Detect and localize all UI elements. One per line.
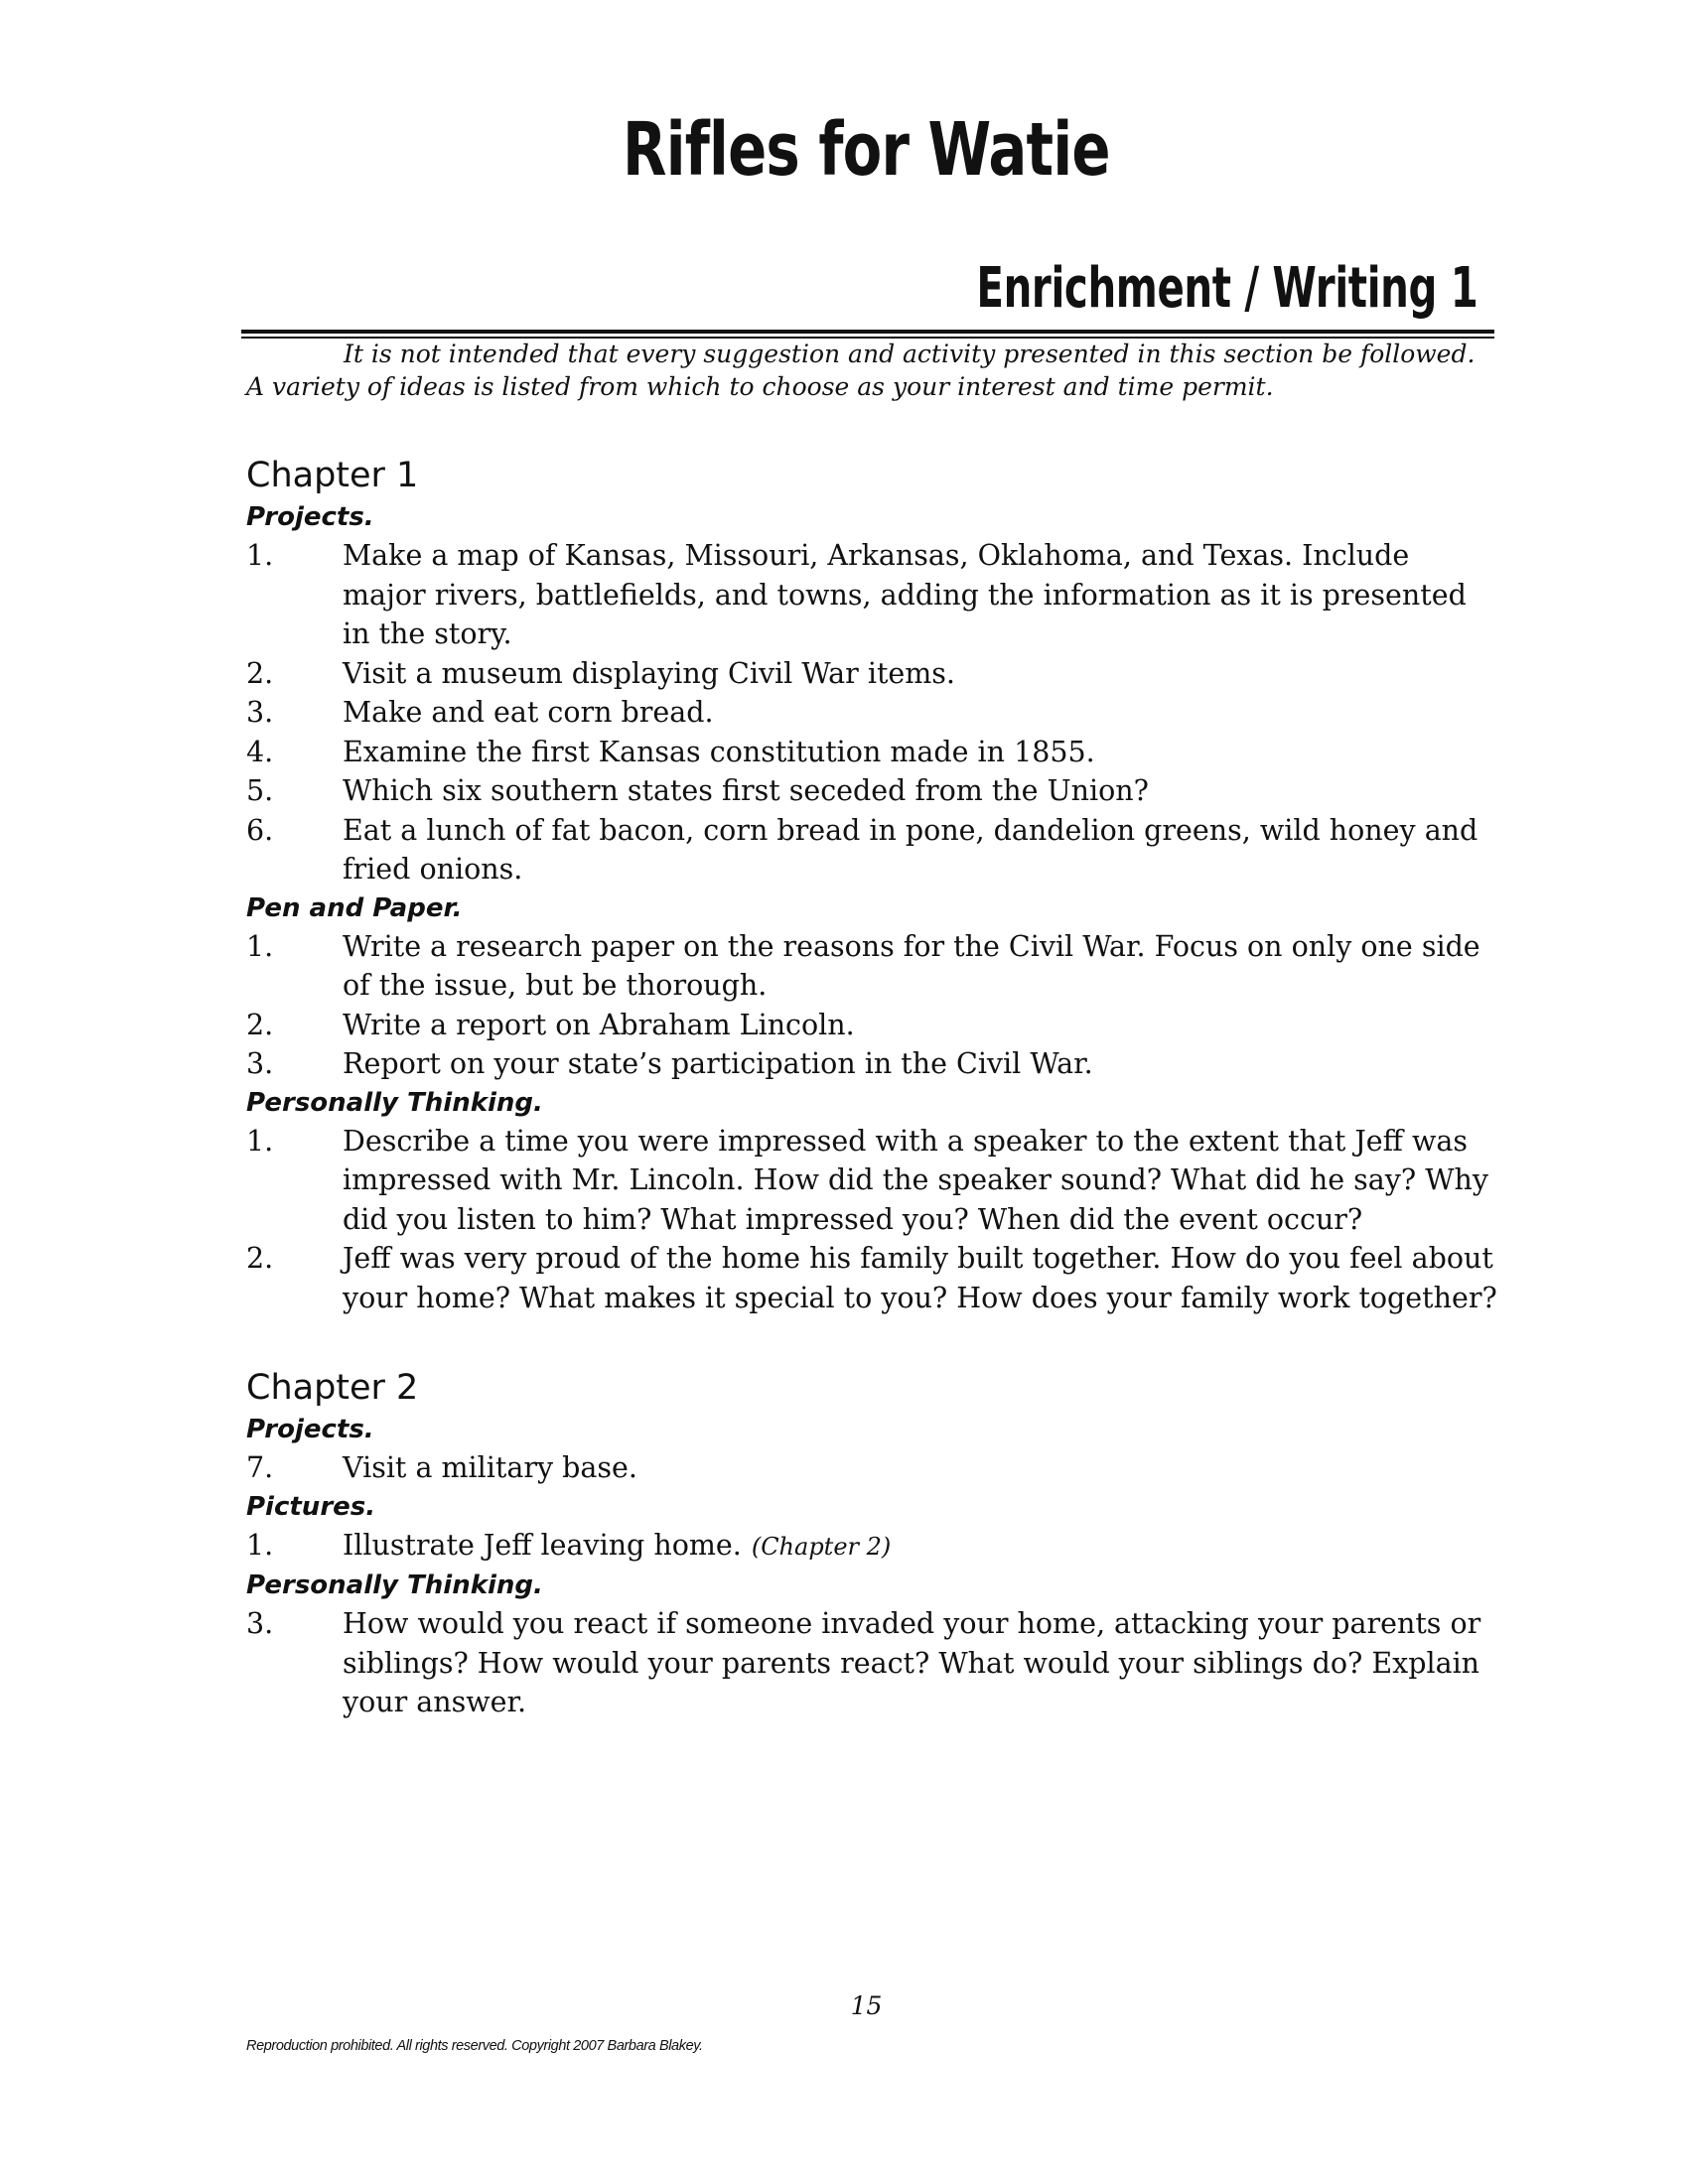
item-number: 4.: [246, 735, 274, 768]
chapter-title: Chapter 1: [246, 456, 419, 495]
group-heading: Projects.: [246, 1415, 374, 1444]
item-text: Make a map of Kansas, Missouri, Arkansas, Oklahoma, and Texas. Include major rivers, battlefields, and towns, adding the information as it is presented in the story.: [343, 539, 1467, 650]
item-number: 3.: [246, 1607, 274, 1640]
list-item: [246, 693, 1497, 733]
list-item: [246, 654, 1497, 694]
activity-group: [246, 1411, 1497, 1488]
group-heading: Pictures.: [246, 1491, 376, 1522]
item-text: Describe a time you were impressed with a speaker to the extent that Jeff was impressed with Mr. Lincoln. How did the speaker sound? What did he say? Why did you listen to him? What impressed you? When did the event occur?: [343, 1124, 1488, 1236]
group-heading: Projects.: [246, 502, 374, 532]
activity-group: [246, 498, 1497, 889]
list-item: [246, 1044, 1497, 1084]
header-rule-thick: [241, 330, 1494, 334]
activity-group: [246, 1084, 1497, 1318]
item-text: Write a report on Abraham Lincoln.: [343, 1008, 855, 1041]
item-number: 1.: [246, 1124, 274, 1158]
item-text: Visit a museum displaying Civil War items.: [343, 656, 955, 690]
activity-group: [246, 1567, 1497, 1722]
item-text: Report on your state’s participation in the Civil War.: [343, 1047, 1093, 1080]
item-number: 1.: [246, 539, 274, 572]
intro-paragraph: It is not intended that every suggestion and activity presented in this section be followed. A variety of ideas is listed from which to choose as your interest and time permit.: [246, 340, 1476, 401]
item-text: How would you react if someone invaded your home, attacking your parents or siblings? How would your parents react? What would your siblings do? Explain your answer.: [343, 1607, 1481, 1718]
item-number: 2.: [246, 1242, 274, 1275]
list-item: [246, 811, 1497, 889]
item-number: 5.: [246, 774, 274, 807]
activity-list: [246, 1448, 1497, 1488]
item-number: 2.: [246, 656, 274, 690]
item-note: (Chapter 2): [751, 1532, 892, 1561]
item-text: Illustrate Jeff leaving home.: [343, 1528, 742, 1562]
item-text: Examine the first Kansas constitution made in 1855.: [343, 735, 1095, 768]
list-item: [246, 1239, 1497, 1317]
section-title: Enrichment / Writing 1: [975, 256, 1477, 321]
item-number: 1.: [246, 929, 274, 963]
activity-group: [246, 1488, 1497, 1568]
item-text: Which six southern states first seceded from the Union?: [343, 774, 1149, 807]
copyright-footer: Reproduction prohibited. All rights reserved. Copyright 2007 Barbara Blakey.: [246, 2038, 703, 2054]
activity-list: [246, 1604, 1497, 1722]
group-heading: Personally Thinking.: [246, 1570, 543, 1600]
activity-list: [246, 536, 1497, 889]
list-item: [246, 1526, 1497, 1568]
list-item: [246, 1006, 1497, 1045]
item-number: 3.: [246, 696, 274, 729]
list-item: [246, 1122, 1497, 1240]
list-item: [246, 927, 1497, 1006]
list-item: [246, 1604, 1497, 1722]
page-number: 15: [850, 1991, 883, 2020]
list-item: [246, 536, 1497, 654]
item-text: Eat a lunch of fat bacon, corn bread in pone, dandelion greens, wild honey and fried onions.: [343, 813, 1478, 886]
list-item: [246, 771, 1497, 811]
group-heading: Personally Thinking.: [246, 1087, 543, 1118]
list-item: [246, 733, 1497, 772]
group-heading: Pen and Paper.: [246, 892, 463, 923]
chapters-content: [246, 453, 1497, 1722]
item-number: 7.: [246, 1451, 274, 1484]
item-number: 2.: [246, 1008, 274, 1041]
chapter-title: Chapter 2: [246, 1368, 419, 1408]
item-text: Jeff was very proud of the home his family built together. How do you feel about your home? What makes it special to you? How does your family work together?: [343, 1242, 1497, 1314]
item-text: Visit a military base.: [343, 1451, 637, 1484]
document-title: Rifles for Watie: [623, 107, 1110, 193]
item-number: 6.: [246, 813, 274, 847]
item-number: 1.: [246, 1528, 274, 1562]
list-item: [246, 1448, 1497, 1488]
item-text: Make and eat corn bread.: [343, 696, 714, 729]
activity-list: [246, 1526, 1497, 1568]
activity-list: [246, 927, 1497, 1084]
activity-group: [246, 889, 1497, 1084]
item-number: 3.: [246, 1047, 274, 1080]
chapter-section: [246, 453, 1497, 1317]
activity-list: [246, 1122, 1497, 1318]
chapter-section: [246, 1365, 1497, 1722]
item-text: Write a research paper on the reasons for the Civil War. Focus on only one side of the issue, but be thorough.: [343, 929, 1480, 1002]
